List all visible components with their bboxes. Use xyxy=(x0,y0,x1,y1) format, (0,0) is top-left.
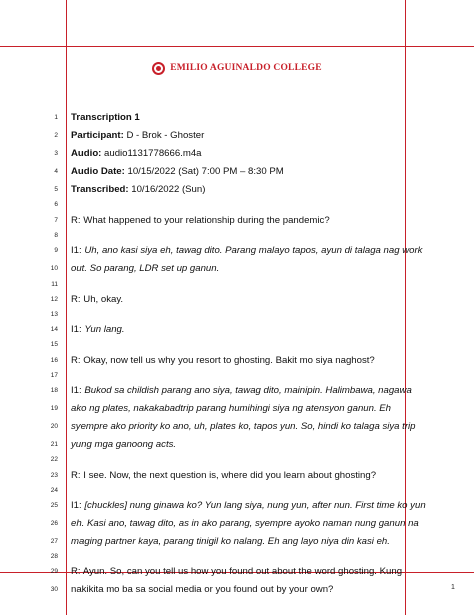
transcribed-label: Transcribed: xyxy=(71,184,129,195)
interviewee-answer-2 xyxy=(71,324,125,335)
participant-value: D - Brok - Ghoster xyxy=(126,130,205,141)
line-number: 20 xyxy=(50,423,58,430)
line-number: 4 xyxy=(54,168,58,175)
transcription-title: Transcription 1 xyxy=(71,112,140,123)
line-number: 15 xyxy=(50,341,58,348)
audio-date-label: Audio Date: xyxy=(71,166,125,177)
line-number: 3 xyxy=(54,150,58,157)
line-number: 24 xyxy=(50,487,58,494)
college-name: EMILIO AGUINALDO COLLEGE xyxy=(170,63,322,73)
researcher-question-1: R: What happened to your relationship during the pandemic? xyxy=(71,215,330,226)
speaker-tag: I1: xyxy=(71,245,85,256)
audio-date-line xyxy=(71,166,284,177)
line-number: 22 xyxy=(50,456,58,463)
speaker-tag: I1: xyxy=(71,500,85,511)
researcher-question-4: R: Ayun. So, can you tell us how you found out about the word ghosting. Kung xyxy=(71,566,403,577)
answer-text: Uh, ano kasi siya eh, tawag dito. Parang malayo tapos, ayun di talaga nag work xyxy=(84,245,423,256)
document-header xyxy=(0,58,474,78)
answer-text: Bukod sa childish parang ano siya, tawag dito, mainipin. Halimbawa, nagawa xyxy=(84,385,412,396)
line-number: 16 xyxy=(50,357,58,364)
speaker-tag: I1: xyxy=(71,385,85,396)
transcribed-value: 10/16/2022 (Sun) xyxy=(131,184,206,195)
interviewee-answer-1-cont: out. So parang, LDR set up ganun. xyxy=(71,263,220,274)
interviewee-answer-4-cont-1: eh. Kasi ano, tawag dito, as in ako parang, syempre ayoko naman nung ganun na xyxy=(71,518,419,529)
interviewee-answer-4-cont-2: maging partner kaya, parang tinigil ko nalang. Eh ang layo niya din kasi eh. xyxy=(71,536,390,547)
line-number: 12 xyxy=(50,296,58,303)
transcribed-line xyxy=(71,184,205,195)
line-number: 9 xyxy=(54,247,58,254)
college-seal-icon xyxy=(152,62,165,75)
line-number: 13 xyxy=(50,311,58,318)
top-margin-rule xyxy=(0,46,474,47)
line-number: 6 xyxy=(54,201,58,208)
line-number: 25 xyxy=(50,502,58,509)
interviewee-answer-3 xyxy=(71,385,412,396)
line-number: 14 xyxy=(50,326,58,333)
left-margin-rule xyxy=(66,0,67,615)
audio-line xyxy=(71,148,202,159)
line-number: 19 xyxy=(50,405,58,412)
line-number: 17 xyxy=(50,372,58,379)
line-number: 5 xyxy=(54,186,58,193)
audio-date-value: 10/15/2022 (Sat) 7:00 PM – 8:30 PM xyxy=(127,166,284,177)
line-number: 28 xyxy=(50,553,58,560)
researcher-question-3: R: I see. Now, the next question is, where did you learn about ghosting? xyxy=(71,470,377,481)
line-number: 30 xyxy=(50,586,58,593)
speaker-tag: I1: xyxy=(71,324,85,335)
researcher-reply: R: Uh, okay. xyxy=(71,294,124,305)
interviewee-answer-3-cont-2: syempre ako priority ko ano, uh, plates ko, tapos yun. So, hindi ko talaga siya trip xyxy=(71,421,416,432)
line-number: 8 xyxy=(54,232,58,239)
audio-label: Audio: xyxy=(71,148,102,159)
answer-text: [chuckles] nung ginawa ko? Yun lang siya, nung yun, after nun. First time ko yun xyxy=(84,500,426,511)
line-number: 11 xyxy=(51,281,58,288)
line-number: 10 xyxy=(50,265,58,272)
participant-label: Participant: xyxy=(71,130,124,141)
line-number: 18 xyxy=(50,387,58,394)
interviewee-answer-3-cont-3: yung mga ganoong acts. xyxy=(71,439,177,450)
line-number: 2 xyxy=(54,132,58,139)
audio-value: audio1131778666.m4a xyxy=(104,148,202,159)
line-number: 23 xyxy=(50,472,58,479)
interviewee-answer-3-cont-1: ako ng plates, nakakabadtrip parang humihingi siya ng atensyon ganun. Eh xyxy=(71,403,392,414)
line-number: 26 xyxy=(50,520,58,527)
researcher-question-4-cont: nakikita mo ba sa social media or you found out by your own? xyxy=(71,584,334,595)
researcher-question-2: R: Okay, now tell us why you resort to ghosting. Bakit mo siya naghost? xyxy=(71,355,375,366)
interviewee-answer-4 xyxy=(71,500,426,511)
line-number: 21 xyxy=(50,441,58,448)
line-number: 7 xyxy=(54,217,58,224)
line-number: 1 xyxy=(54,114,58,121)
line-number: 29 xyxy=(50,568,58,575)
participant-line xyxy=(71,130,204,141)
interviewee-answer-1 xyxy=(71,245,422,256)
page-number: 1 xyxy=(451,584,455,591)
line-number: 27 xyxy=(50,538,58,545)
answer-text: Yun lang. xyxy=(84,324,125,335)
